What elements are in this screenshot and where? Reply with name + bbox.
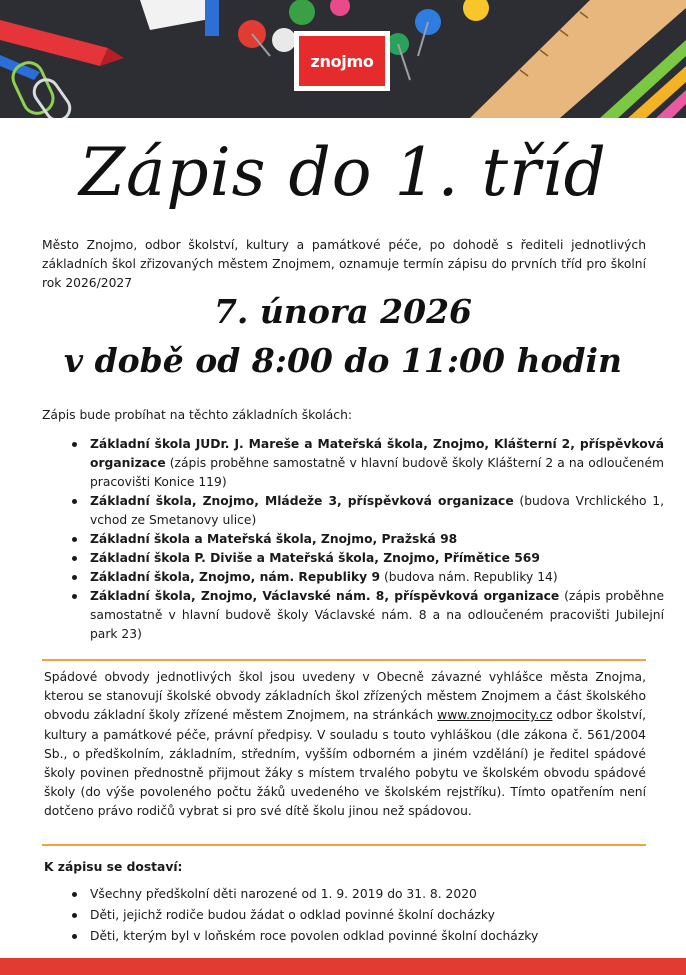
header-banner bbox=[0, 0, 686, 118]
schools-intro: Zápis bude probíhat na těchto základních školách: bbox=[42, 408, 353, 422]
list-item: Všechny předškolní děti narozené od 1. 9. 2019 do 31. 8. 2020 bbox=[90, 884, 680, 905]
catchment-paragraph bbox=[44, 668, 646, 822]
school-name: Základní škola P. Diviše a Mateřská škola, Znojmo, Přímětice 569 bbox=[90, 551, 540, 565]
znojmo-logo bbox=[294, 31, 390, 91]
enrollment-time: v době od 8:00 do 11:00 hodin bbox=[63, 341, 623, 380]
school-name: Základní škola, Znojmo, Mládeže 3, příspěvková organizace bbox=[90, 494, 514, 508]
znojmocity-link[interactable]: www.znojmocity.cz bbox=[437, 708, 553, 723]
list-item bbox=[90, 587, 664, 644]
list-item bbox=[90, 435, 664, 492]
intro-paragraph: Město Znojmo, odbor školství, kultury a památkové péče, po dohodě s řediteli jednotlivých základních škol zřizovaných městem Znojmem, oznamuje termín zápisu do prvních tříd pro školní rok 2026/2027 bbox=[42, 238, 646, 290]
blue-cap-icon bbox=[205, 0, 219, 36]
orange-divider bbox=[42, 659, 646, 661]
school-note: (zápis proběhne samostatně v hlavní budově školy Klášterní 2 a na odloučeném pracovišti Konice 119) bbox=[90, 456, 664, 489]
list-item: Děti, jejichž rodiče budou žádat o odklad povinné školní docházky bbox=[90, 905, 680, 926]
orange-divider bbox=[42, 844, 646, 846]
list-item bbox=[90, 492, 664, 530]
enrollment-date: 7. února 2026 bbox=[213, 292, 473, 331]
list-item bbox=[90, 568, 664, 587]
school-note: (zápis proběhne samostatně v hlavní budově školy Václavské nám. 8 a na odloučeném pracovišti Jubilejní park 23) bbox=[90, 589, 665, 641]
attend-heading: K zápisu se dostaví: bbox=[44, 860, 183, 874]
school-note: (budova nám. Republiky 14) bbox=[380, 570, 558, 584]
list-item bbox=[90, 530, 664, 549]
school-name: Základní škola, Znojmo, Václavské nám. 8, příspěvková organizace bbox=[90, 589, 560, 603]
list-item: Děti, kterým byl v loňském roce povolen odklad povinné školní docházky bbox=[90, 926, 680, 947]
school-note: (budova Vrchlického 1, vchod ze Smetanovy ulice) bbox=[90, 494, 664, 527]
school-name: Základní škola, Znojmo, nám. Republiky 9 bbox=[90, 570, 381, 584]
footer-bar bbox=[0, 958, 686, 975]
attend-list bbox=[56, 884, 680, 947]
school-list bbox=[56, 435, 664, 644]
school-name: Základní škola a Mateřská škola, Znojmo, Pražská 98 bbox=[90, 532, 458, 546]
logo-text: znojmo bbox=[299, 36, 385, 86]
school-name: Základní škola JUDr. J. Mareše a Mateřská škola, Znojmo, Klášterní 2, příspěvková organizace bbox=[90, 437, 664, 470]
page-title: Zápis do 1. tříd bbox=[79, 134, 607, 211]
list-item bbox=[90, 549, 664, 568]
catchment-text: Spádové obvody jednotlivých škol jsou uvedeny v Obecně závazné vyhlášce města Znojma, kterou se stanovují školské obvody základních škol zřízených městem Znojmem a část školského obvodu základní školy zřízené městem Znojmem, na stránkách bbox=[44, 670, 646, 723]
catchment-text: odbor školství, kultury a památkové péče, právní předpisy. V souladu s touto vyhláškou (dle zákona č. 561/2004 Sb., o předškolním, základním, středním, vyšším odborném a jiném vzdělání) je ředitel spádové školy povinen přednostně přijmout žáky s místem trvalého pobytu ve školském obvodu spádové školy (do výše povoleného počtu žáků uvedeného ve školském rejstříku). Tímto opatřením není dotčeno právo rodičů vybrat si pro své dítě školu jinou než spádovou. bbox=[44, 708, 646, 819]
